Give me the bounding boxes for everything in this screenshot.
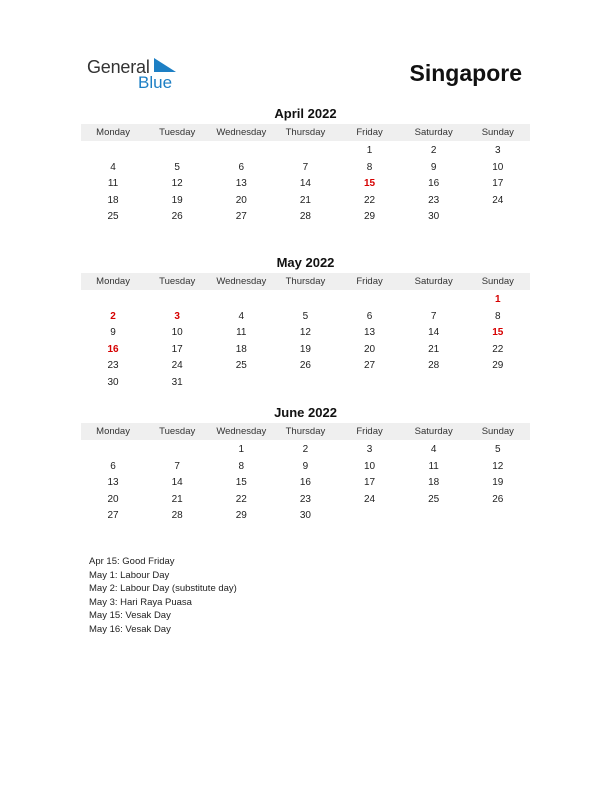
date-cell [145, 143, 209, 160]
date-cell: 27 [107, 510, 119, 522]
date-cell: 1 [238, 444, 245, 455]
date-cell: 11 [428, 460, 439, 472]
date-cell: 25 [428, 493, 440, 505]
date-cell: 10 [492, 161, 504, 173]
date-cell: 9 [110, 327, 116, 339]
date-cell: 6 [238, 161, 245, 173]
week-row [81, 325, 530, 342]
holiday-entry: May 15: Vesak Day [89, 610, 171, 621]
date-cell: 16 [299, 477, 311, 489]
date-cell: 18 [235, 343, 247, 355]
date-cell: 26 [299, 360, 311, 372]
date-cell: 25 [107, 211, 119, 223]
weekday-header: Wednesday [216, 127, 267, 138]
holiday-date-cell: 15 [492, 327, 504, 339]
date-cell: 24 [492, 194, 504, 206]
date-cell: 20 [364, 343, 376, 355]
date-cell [145, 292, 209, 309]
date-cell: 17 [492, 178, 504, 190]
date-cell: 4 [430, 444, 437, 455]
month-title: May 2022 [276, 255, 335, 270]
weekday-header: Saturday [414, 127, 453, 138]
week-row [81, 475, 530, 492]
date-cell [338, 508, 402, 525]
date-cell [209, 375, 273, 392]
date-cell: 30 [107, 376, 119, 388]
holiday-entry: May 1: Labour Day [89, 569, 170, 581]
date-cell: 26 [492, 493, 504, 505]
weekday-header: Tuesday [159, 127, 196, 138]
date-cell: 17 [171, 343, 183, 355]
country-title: Singapore [409, 60, 522, 86]
date-cell: 19 [171, 194, 183, 206]
date-cell: 7 [430, 310, 437, 322]
date-cell: 8 [366, 161, 373, 173]
month-title: April 2022 [274, 106, 337, 121]
date-cell: 14 [428, 327, 440, 339]
week-row [81, 193, 530, 210]
date-cell: 16 [428, 178, 440, 190]
holiday-date-cell: 1 [495, 294, 501, 305]
week-row [81, 508, 530, 525]
date-cell: 17 [364, 477, 376, 489]
holiday-entry: Apr 15: Good Friday [89, 556, 175, 567]
logo-general-text: General [87, 57, 150, 77]
date-cell: 27 [364, 360, 376, 372]
week-row [81, 209, 530, 226]
week-row [81, 375, 530, 392]
date-cell: 12 [299, 327, 311, 339]
date-cell [273, 292, 337, 309]
date-cell: 21 [428, 343, 440, 355]
date-cell: 24 [364, 493, 376, 505]
date-cell [273, 375, 337, 392]
date-cell: 30 [299, 510, 311, 522]
weekday-header: Sunday [481, 127, 514, 138]
date-cell: 29 [364, 211, 376, 223]
date-cell: 9 [430, 161, 437, 173]
week-row [81, 442, 530, 459]
date-cell: 8 [238, 460, 245, 472]
weekday-header: Monday [96, 276, 130, 287]
weekday-header: Friday [356, 276, 383, 287]
date-cell [209, 143, 273, 160]
date-cell: 22 [492, 343, 504, 355]
date-cell: 31 [171, 376, 183, 388]
date-cell: 28 [171, 510, 183, 522]
date-cell: 2 [430, 145, 437, 156]
date-cell: 4 [238, 310, 245, 322]
date-cell: 4 [110, 161, 116, 173]
date-cell: 10 [171, 327, 183, 339]
weekday-header: Monday [96, 426, 130, 437]
weekday-header: Friday [356, 127, 383, 138]
week-row [81, 176, 530, 193]
weekday-header: Friday [356, 426, 383, 437]
date-cell: 15 [235, 477, 247, 489]
date-cell [402, 292, 466, 309]
date-cell: 20 [107, 493, 119, 505]
date-cell: 27 [235, 211, 247, 223]
date-cell: 8 [495, 310, 501, 322]
holiday-date-cell: 16 [107, 343, 119, 355]
date-cell: 7 [174, 460, 180, 472]
date-cell: 19 [492, 477, 504, 489]
week-row [81, 342, 530, 359]
date-cell: 3 [495, 145, 501, 156]
logo-blue-text: Blue [138, 73, 173, 92]
weekday-header: Wednesday [216, 426, 267, 437]
date-cell: 29 [235, 510, 247, 522]
date-cell [81, 292, 145, 309]
date-cell: 14 [299, 178, 311, 190]
date-cell: 2 [302, 444, 309, 455]
date-cell: 29 [492, 360, 504, 372]
date-cell: 14 [171, 477, 183, 489]
date-cell: 11 [236, 327, 247, 339]
weekday-header: Thursday [285, 276, 326, 287]
date-cell [402, 508, 466, 525]
date-cell: 23 [107, 360, 119, 372]
date-cell: 22 [364, 194, 376, 206]
weekday-header: Saturday [414, 426, 453, 437]
weekday-header: Thursday [285, 426, 326, 437]
date-cell: 13 [107, 477, 119, 489]
date-cell: 23 [299, 493, 311, 505]
month-calendar [81, 106, 530, 226]
week-row [81, 143, 530, 160]
date-cell [466, 508, 530, 525]
weekday-header-row [81, 124, 530, 141]
date-cell: 13 [235, 178, 247, 190]
date-cell: 28 [428, 360, 440, 372]
logo-triangle-icon [154, 58, 176, 72]
date-cell: 21 [299, 194, 311, 206]
week-row [81, 459, 530, 476]
date-cell: 20 [235, 194, 247, 206]
date-cell: 23 [428, 194, 440, 206]
date-cell [466, 375, 530, 392]
date-cell [273, 143, 337, 160]
date-cell: 19 [299, 343, 311, 355]
weekday-header: Monday [96, 127, 130, 138]
date-cell: 3 [366, 444, 373, 455]
holiday-entry: May 16: Vesak Day [89, 623, 171, 635]
date-cell: 7 [302, 161, 309, 173]
weekday-header: Tuesday [159, 276, 196, 287]
week-row [81, 492, 530, 509]
date-cell: 10 [364, 460, 376, 472]
week-row [81, 309, 530, 326]
date-cell: 13 [364, 327, 376, 339]
date-cell: 11 [107, 178, 119, 190]
weekday-header: Sunday [481, 426, 514, 437]
date-cell: 25 [235, 360, 247, 372]
date-cell: 5 [495, 444, 501, 455]
date-cell [81, 442, 145, 459]
date-cell: 21 [171, 493, 183, 505]
weekday-header: Wednesday [216, 276, 267, 287]
holiday-entry: May 3: Hari Raya Puasa [89, 596, 192, 608]
date-cell [81, 143, 145, 160]
date-cell: 18 [107, 194, 119, 206]
month-title: June 2022 [274, 405, 337, 420]
date-cell: 22 [235, 493, 247, 505]
weekday-header-row [81, 273, 530, 290]
date-cell [338, 375, 402, 392]
date-cell: 1 [366, 145, 373, 156]
weekday-header: Thursday [285, 127, 326, 138]
date-cell: 5 [302, 310, 309, 322]
weekday-header: Saturday [414, 276, 453, 287]
month-calendar [81, 255, 530, 392]
holiday-date-cell: 15 [364, 178, 376, 190]
holiday-list [89, 555, 237, 636]
holiday-date-cell: 3 [174, 310, 180, 322]
date-cell: 24 [171, 360, 183, 372]
week-row [81, 160, 530, 177]
week-row [81, 358, 530, 375]
date-cell: 30 [428, 211, 440, 223]
weekday-header-row [81, 423, 530, 440]
date-cell: 12 [492, 460, 504, 472]
date-cell [145, 442, 209, 459]
date-cell [209, 292, 273, 309]
date-cell: 9 [302, 460, 309, 472]
date-cell: 12 [171, 178, 183, 190]
holiday-date-cell: 2 [110, 310, 116, 322]
date-cell [338, 292, 402, 309]
week-row [81, 292, 530, 309]
date-cell: 26 [171, 211, 183, 223]
date-cell: 6 [366, 310, 373, 322]
weekday-header: Tuesday [159, 426, 196, 437]
logo [87, 56, 187, 92]
date-cell [402, 375, 466, 392]
month-calendar [81, 405, 530, 525]
date-cell: 18 [428, 477, 440, 489]
date-cell [466, 209, 530, 226]
date-cell: 6 [110, 460, 116, 472]
weekday-header: Sunday [481, 276, 514, 287]
date-cell: 28 [299, 211, 311, 223]
date-cell: 5 [174, 161, 180, 173]
holiday-entry: May 2: Labour Day (substitute day) [89, 583, 237, 594]
